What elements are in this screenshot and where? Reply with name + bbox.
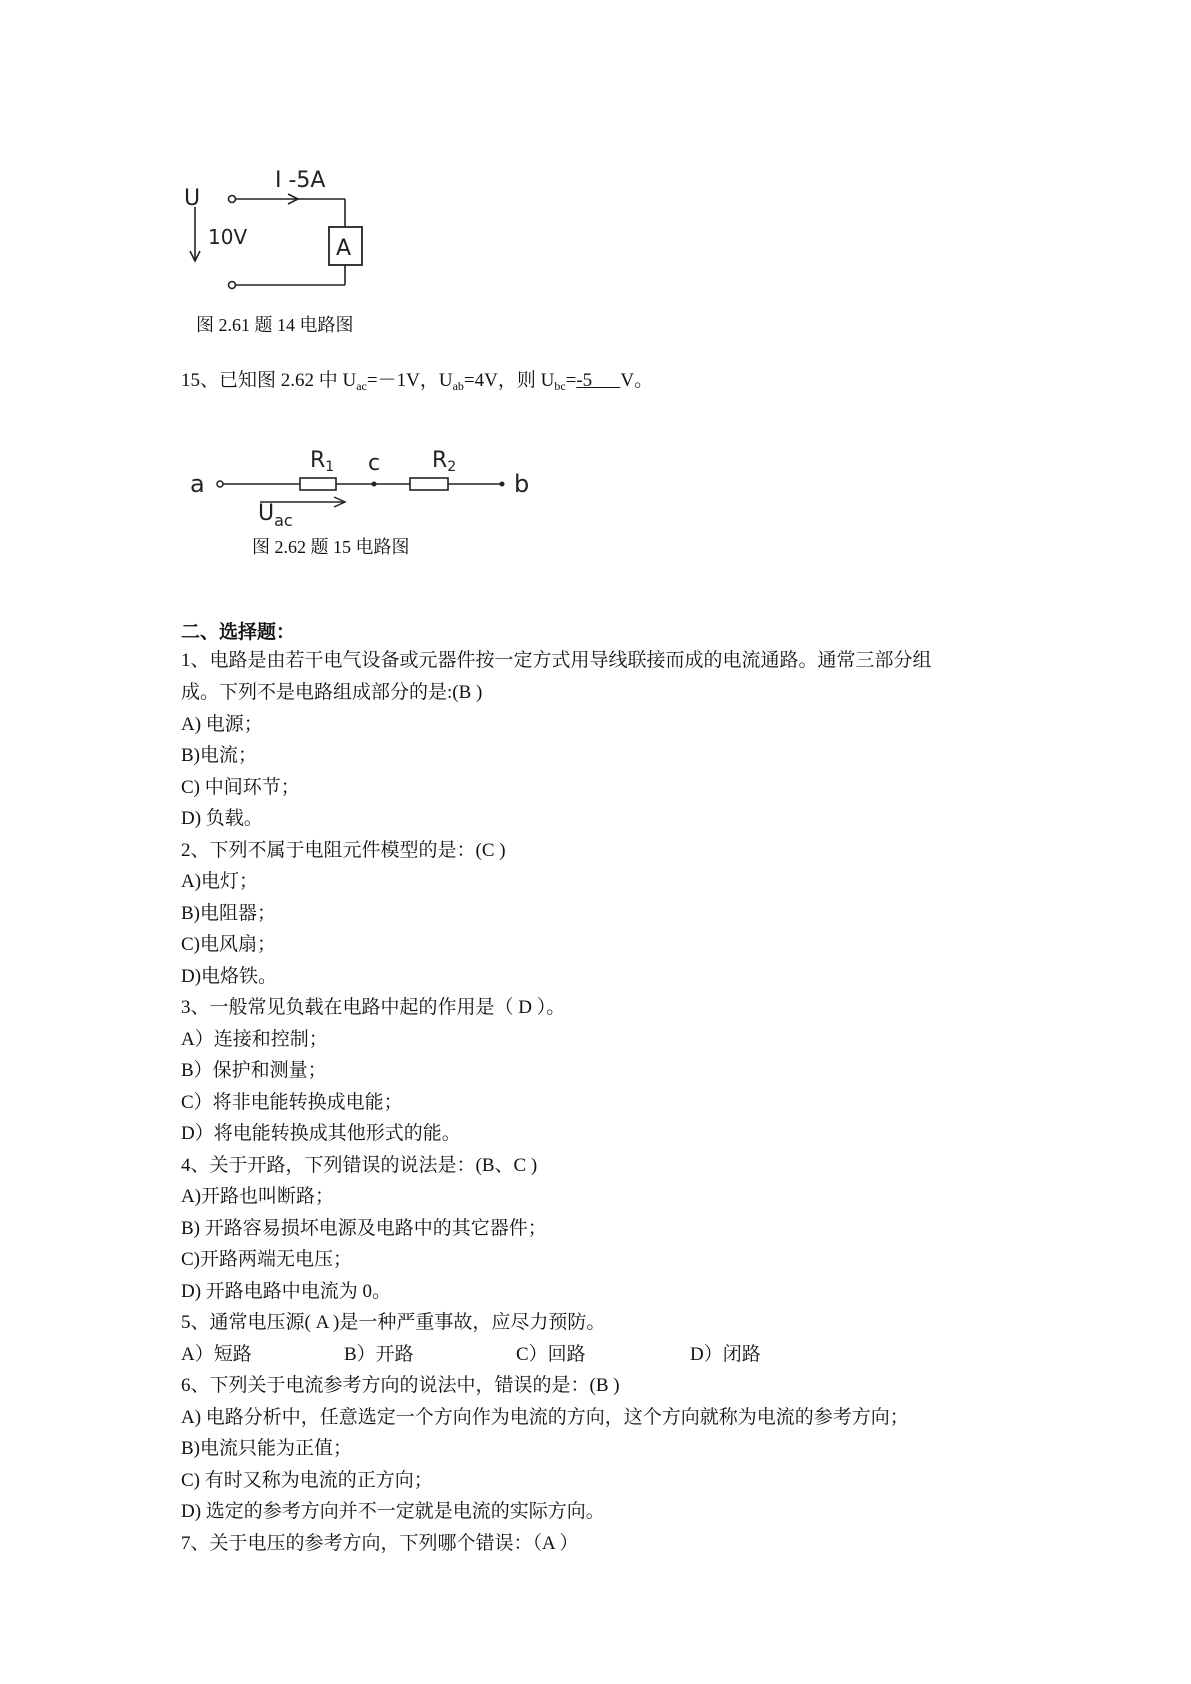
- text-line: C）将非电能转换成电能；: [181, 1092, 403, 1113]
- text-line: 1、电路是由若干电气设备或元器件按一定方式用导线联接而成的电流通路。通常三部分组: [181, 650, 932, 671]
- text-line: A)电灯；: [181, 871, 259, 892]
- text-line: B)电流只能为正值；: [181, 1438, 353, 1459]
- figure-2-62-circuit: [182, 440, 542, 530]
- figure-2-61-caption: 图 2.61 题 14 电路图: [196, 315, 354, 335]
- text-line: 7、关于电压的参考方向，下列哪个错误：（A ）: [181, 1533, 579, 1554]
- circuit-diagram-14: [180, 165, 380, 295]
- text-line: 5、通常电压源( A )是一种严重事故，应尽力预防。: [181, 1312, 606, 1333]
- text-line: B) 开路容易损坏电源及电路中的其它器件；: [181, 1218, 547, 1239]
- text-line: B)电流；: [181, 745, 258, 766]
- answer-blank: -5: [576, 370, 621, 391]
- terminal-bottom: [229, 282, 236, 289]
- text-line: C)开路两端无电压；: [181, 1249, 353, 1270]
- terminal-top: [229, 196, 236, 203]
- node-a: [217, 481, 223, 487]
- u-label: U: [184, 186, 201, 211]
- text-line: A)开路也叫断路；: [181, 1186, 335, 1207]
- text-line: C) 有时又称为电流的正方向；: [181, 1470, 433, 1491]
- current-label: I -5A: [275, 168, 326, 193]
- svg-text:c: c: [368, 451, 381, 476]
- text-line: B)电阻器；: [181, 903, 277, 924]
- text-line: A) 电源；: [181, 714, 263, 735]
- uac-label: $U_{ac}$: [258, 501, 293, 530]
- node-b: [500, 482, 505, 487]
- text-line: 3、一般常见负载在电路中起的作用是（ D ）。: [181, 997, 566, 1018]
- voltage-label: 10V: [208, 225, 248, 249]
- text-line: 2、下列不属于电阻元件模型的是：(C ): [181, 840, 506, 861]
- text-line: D) 选定的参考方向并不一定就是电流的实际方向。: [181, 1501, 605, 1522]
- q5-options: [181, 1343, 761, 1367]
- option-b: B）开路: [344, 1344, 414, 1365]
- svg-text:b: b: [514, 470, 530, 498]
- text-line: D) 负载。: [181, 808, 263, 829]
- text-line: 6、下列关于电流参考方向的说法中，错误的是：(B ): [181, 1375, 620, 1396]
- text-line: B）保护和测量；: [181, 1060, 327, 1081]
- text-line: 4、关于开路，下列错误的说法是：(B、C ): [181, 1155, 538, 1176]
- text-line: D) 开路电路中电流为 0。: [181, 1281, 392, 1302]
- node-c: [372, 482, 377, 487]
- ammeter-label: A: [336, 236, 352, 261]
- resistor-r1: [300, 478, 336, 490]
- text-line: 成。下列不是电路组成部分的是:(B ): [181, 682, 483, 703]
- resistor-r2: [410, 478, 448, 490]
- circuit-diagram-15: [182, 440, 542, 530]
- text-line: C) 中间环节；: [181, 777, 300, 798]
- question-15: 15、已知图 2.62 中 $U_{ac}=-1V$，$U_{ab}=4V$，则 $U_{bc}=-5$ V。: [181, 370, 654, 393]
- svg-text:a: a: [190, 470, 205, 498]
- option-c: C）回路: [516, 1344, 586, 1365]
- text-line: D）将电能转换成其他形式的能。: [181, 1123, 461, 1144]
- figure-2-62-caption: 图 2.62 题 15 电路图: [252, 537, 410, 557]
- option-d: D）闭路: [690, 1344, 761, 1365]
- section-heading: 二、选择题：: [181, 622, 296, 643]
- figure-2-61-circuit: [180, 165, 380, 295]
- text-line: A）连接和控制；: [181, 1029, 328, 1050]
- text-line: C)电风扇；: [181, 934, 277, 955]
- option-a: A）短路: [181, 1344, 252, 1365]
- r1-label: R1: [310, 448, 335, 475]
- text-line: A) 电路分析中，任意选定一个方向作为电流的方向，这个方向就称为电流的参考方向；: [181, 1407, 909, 1428]
- text-line: D)电烙铁。: [181, 966, 278, 987]
- r2-label: R2: [432, 448, 457, 475]
